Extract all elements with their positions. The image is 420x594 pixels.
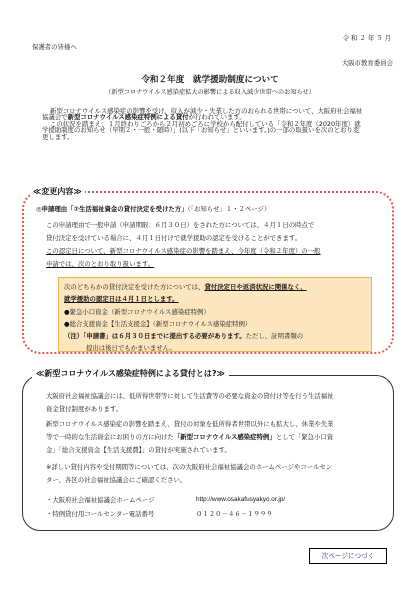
contact-homepage-label: ・大阪府社会福祉協議会ホームページ xyxy=(46,496,155,504)
loan-type-emergency: ●緊急小口資金（新型コロナウイルス感染症特例） xyxy=(64,308,210,316)
heading-main: ◎申請理由「⑦生活福祉資金の貸付決定を受けた方」 xyxy=(36,205,188,213)
page-title: 令和２年度 就学援助制度について xyxy=(141,75,279,85)
intro-text: 協議会で xyxy=(42,113,68,122)
special-loan-title: ≪新型コロナウイルス感染症特例による貸付とは?≫ xyxy=(32,368,229,379)
intro-line: この状況を踏まえ、１月終わりごろから２月初めごろに学校から配付している「令和２年度（2020年度）就 xyxy=(50,119,361,128)
inner-text: 次のどちらかの貸付決定を受けた方については、 xyxy=(64,283,205,291)
inner-line xyxy=(64,284,307,290)
intro-highlight: 新型コロナウイルス感染症特例による貸付 xyxy=(67,113,189,122)
contact-homepage-link[interactable]: http://www.osakafusyakyo.or.jp/ xyxy=(196,496,286,503)
intro-paragraph xyxy=(42,108,392,140)
page-subtitle: （新型コロナウイルス感染症拡大の影響による収入減少世帯へのお知らせ） xyxy=(105,89,315,96)
document-date: 令和２年５月 xyxy=(342,34,393,42)
loan-type-general: ●総合支援資金【生活支援金】（新型コロナウイルス感染症特例） xyxy=(64,320,252,328)
addressee: 保護者の皆様へ xyxy=(32,43,77,51)
heading-ref: （「お知らせ」１・２ページ） xyxy=(187,205,271,213)
loan-line: 新型コロナウイルス感染症の影響を踏まえ、貸付の対象を低所得者世帯以外にも拡大し、休業や失業 xyxy=(46,420,334,428)
inner-note: 提出は後日でもかまいません。 xyxy=(86,344,176,352)
change-line: 貸付決定を受けている場合に、４月１日付けで就学援助の認定を受けることができます。 xyxy=(46,234,302,242)
intro-line: 学援助制度のお知らせ（早期２・一般・随時）」(以下「お知らせ」といいます。)の一部の取扱いを次のとおり変 xyxy=(42,126,360,135)
inner-line: 就学援助の認定日は４月１日とします。 xyxy=(64,295,179,303)
loan-text: として「緊急小口資 xyxy=(275,433,334,441)
intro-line: 更します。 xyxy=(42,132,74,141)
change-line: 申請では、次のとおり取り扱います。 xyxy=(46,260,155,268)
application-reason-heading xyxy=(36,206,270,212)
contact-callcenter-phone: ０１２０－４６－１９９９ xyxy=(196,510,273,518)
issuing-organization: 大阪市教育委員会 xyxy=(341,59,393,67)
loan-highlight: 「新型コロナウイルス感染症特例」 xyxy=(173,433,276,441)
note-emphasis: （注）「申請書」は６月３０日までに提出する必要があります。 xyxy=(64,332,246,340)
loan-text: 等で一時的な生活資金にお困りの方に向けた xyxy=(46,433,174,441)
inner-note xyxy=(64,333,303,339)
change-box-title: ≪変更内容≫ xyxy=(30,186,85,197)
loan-line: 資金貸付制度があります。 xyxy=(46,405,123,413)
loan-note: ※詳しい貸付内容や受付期間等については、次の大阪府社会福祉協議会のホームページやコールセン xyxy=(46,463,333,471)
change-line: この認定日について、新型コロナウイルス感染症の影響を踏まえ、今年度（令和２年度）の一般 xyxy=(46,247,321,255)
loan-note: ター、各区の社会福祉協議会にご確認ください。 xyxy=(46,476,187,484)
change-line: この申請理由で一般申請（申請期限：６月３０日）をされた方については、４月１日の時点で xyxy=(46,221,315,229)
next-page-indicator: 次ページにつづく xyxy=(309,548,387,564)
loan-line: 大阪府社会福祉協議会には、低所得世帯等に対して生活費等の必要な資金の貸付け等を行う生活福祉 xyxy=(46,392,334,400)
inner-emphasis: 貸付決定日や返済状況に関係なく、 xyxy=(204,283,307,291)
intro-text: が行われています。 xyxy=(188,113,246,122)
intro-line: 新型コロナウイルス感染症の影響を受け、収入が減少・失業した方のおられる世帯について、大阪府社会福祉 xyxy=(50,107,363,115)
note-text: ただし、証明書類の xyxy=(245,332,304,340)
loan-line xyxy=(46,434,333,440)
loan-line: 金」「総合支援資金【生活支援費】」の貸付が実施されています。 xyxy=(46,446,231,454)
contact-callcenter-label: ・特例貸付用コールセンター電話番号 xyxy=(46,510,155,518)
